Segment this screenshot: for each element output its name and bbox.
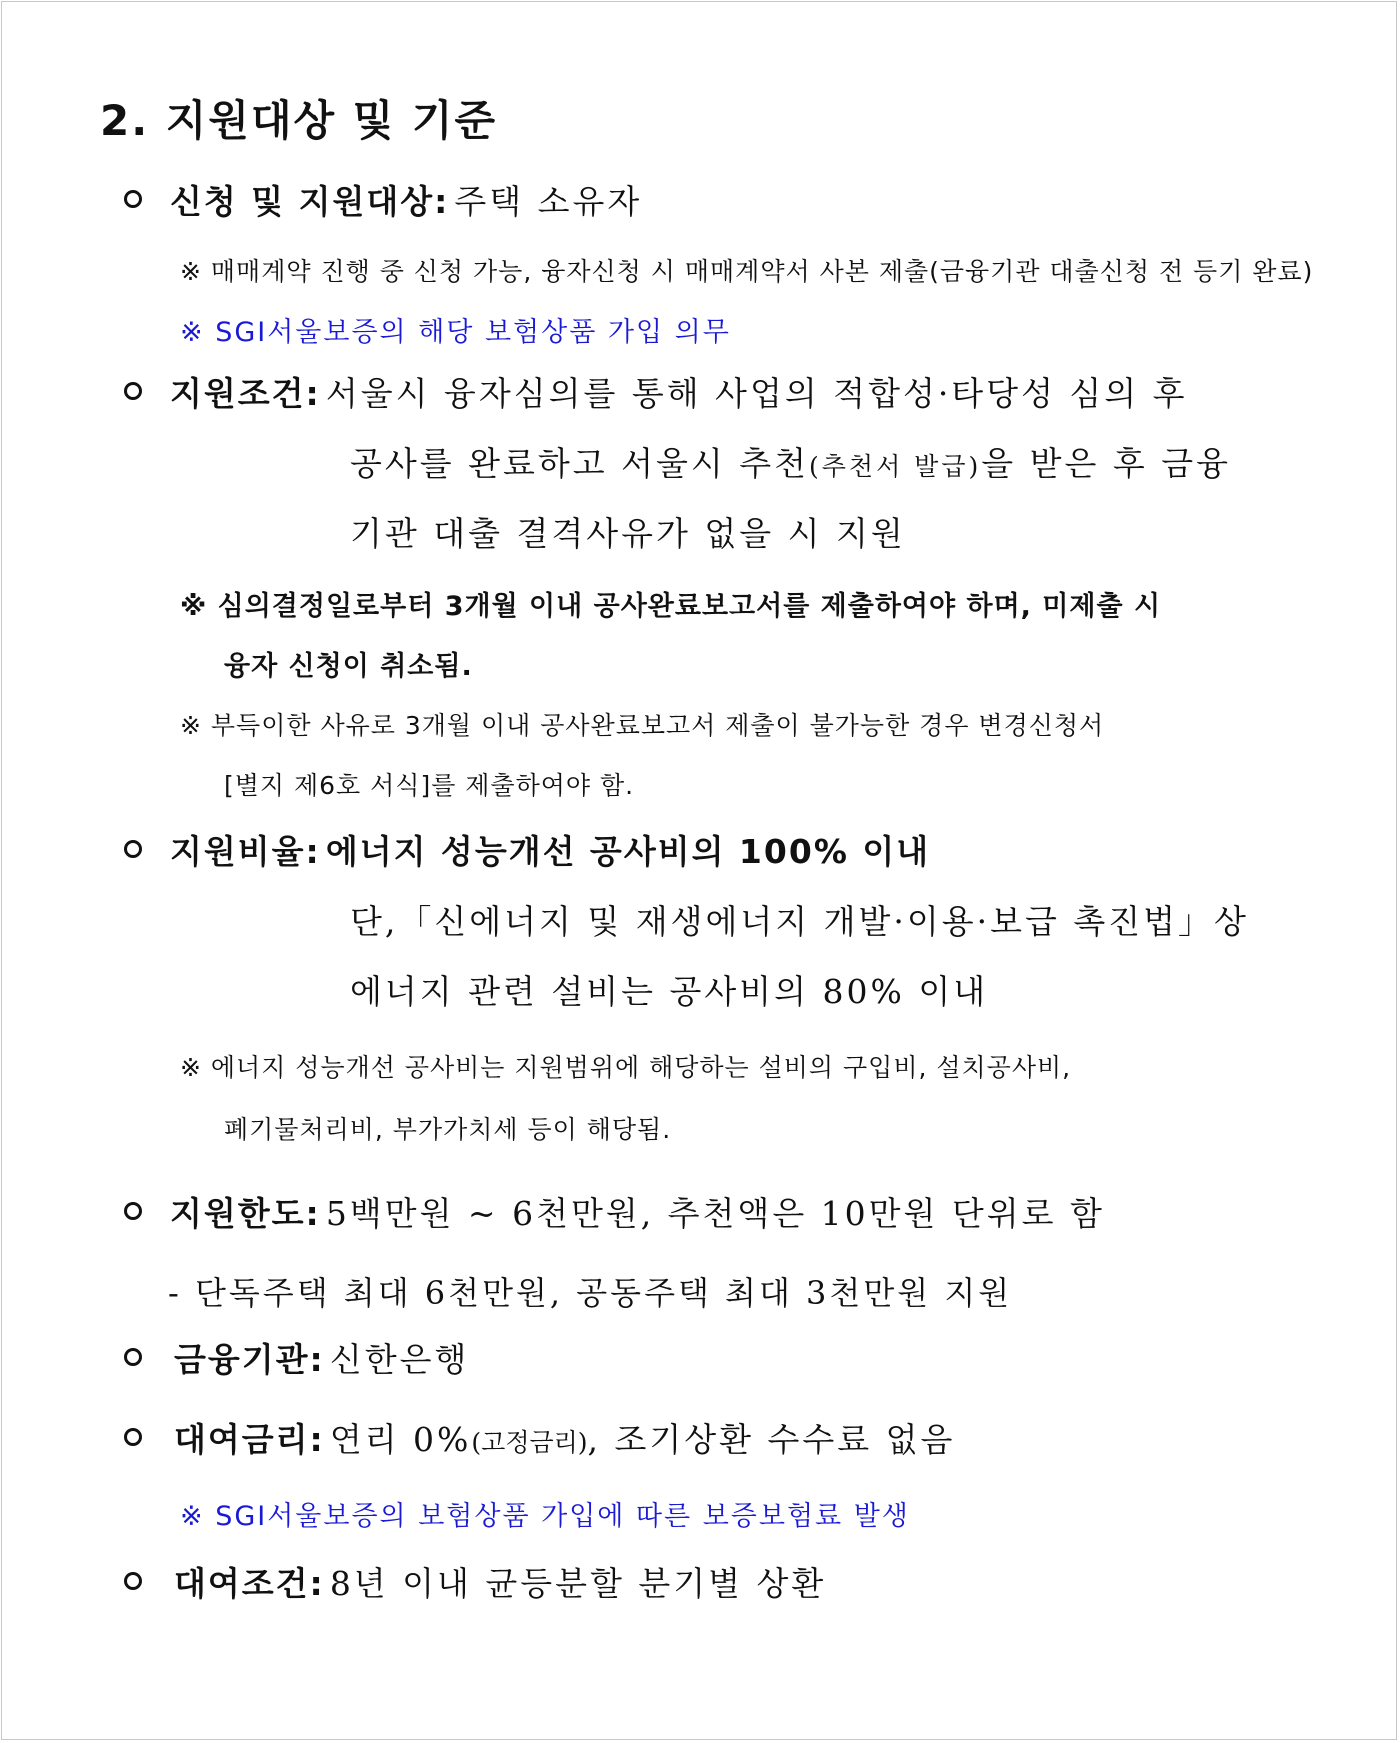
item-target <box>170 176 642 223</box>
bullet-circle-icon <box>124 1202 142 1220</box>
section-heading: 2. 지원대상 및 기준 <box>100 96 498 145</box>
bullet-circle-icon <box>124 840 142 858</box>
note-insurance-required: ※ SGI서울보증의 해당 보험상품 가입 의무 <box>180 317 731 348</box>
item-terms-text: 8년 이내 균등분할 분기별 상환 <box>329 1564 827 1603</box>
item-conditions-label: 지원조건: <box>170 374 321 413</box>
item-rate <box>174 1414 955 1461</box>
item-bank-label: 금융기관: <box>174 1340 325 1379</box>
conditions-line2-a: 공사를 완료하고 서울시 추천 <box>350 444 810 483</box>
item-conditions-line2 <box>350 438 1231 485</box>
item-ratio-label: 지원비율: <box>170 832 321 871</box>
bullet-circle-icon <box>124 190 142 208</box>
note-report-change-line2: [별지 제6호 서식]를 제출하여야 함. <box>224 771 635 800</box>
item-limit-sub: - 단독주택 최대 6천만원, 공동주택 최대 3천만원 지원 <box>168 1274 1013 1312</box>
item-limit-label: 지원한도: <box>170 1194 321 1233</box>
item-rate-label: 대여금리: <box>174 1420 325 1459</box>
item-rate-text-a: 연리 0% <box>329 1420 472 1459</box>
conditions-line2-small: (추천서 발급) <box>809 452 982 481</box>
conditions-line2-b: 을 받은 후 금융 <box>981 444 1231 483</box>
note-report-change-line1: ※ 부득이한 사유로 3개월 이내 공사완료보고서 제출이 불가능한 경우 변경신청서 <box>180 711 1105 740</box>
note-report-line2: 융자 신청이 취소됨. <box>224 651 473 682</box>
note-insurance-fee: ※ SGI서울보증의 보험상품 가입에 따른 보증보험료 발생 <box>180 1501 910 1532</box>
item-terms <box>174 1558 826 1605</box>
note-contract: ※ 매매계약 진행 중 신청 가능, 융자신청 시 매매계약서 사본 제출(금융기관 대출신청 전 등기 완료) <box>180 257 1314 286</box>
item-ratio <box>170 826 930 873</box>
bullet-circle-icon <box>124 1572 142 1590</box>
note-cost-line1: ※ 에너지 성능개선 공사비는 지원범위에 해당하는 설비의 구입비, 설치공사비, <box>180 1053 1072 1082</box>
item-bank-text: 신한은행 <box>329 1340 470 1379</box>
item-limit-text: 5백만원 ~ 6천만원, 추천액은 10만원 단위로 함 <box>325 1194 1105 1233</box>
item-ratio-text: 에너지 성능개선 공사비의 100% 이내 <box>325 832 931 871</box>
item-limit <box>170 1188 1105 1235</box>
item-rate-text-small: (고정금리) <box>471 1428 588 1457</box>
item-conditions <box>170 368 1188 415</box>
item-target-label: 신청 및 지원대상: <box>170 182 450 221</box>
item-rate-text-b: , 조기상환 수수료 없음 <box>587 1420 956 1459</box>
item-conditions-line3: 기관 대출 결격사유가 없을 시 지원 <box>350 514 906 553</box>
note-report-line1: ※ 심의결정일로부터 3개월 이내 공사완료보고서를 제출하여야 하며, 미제출 시 <box>180 591 1162 622</box>
item-bank <box>174 1334 469 1381</box>
bullet-circle-icon <box>124 382 142 400</box>
bullet-circle-icon <box>124 1348 142 1366</box>
item-ratio-line2: 단,「신에너지 및 재생에너지 개발·이용·보급 촉진법」상 <box>350 902 1249 941</box>
item-conditions-line1: 서울시 융자심의를 통해 사업의 적합성·타당성 심의 후 <box>325 374 1188 413</box>
item-terms-label: 대여조건: <box>174 1564 325 1603</box>
item-target-text: 주택 소유자 <box>454 182 643 221</box>
bullet-circle-icon <box>124 1428 142 1446</box>
item-ratio-line3: 에너지 관련 설비는 공사비의 80% 이내 <box>350 972 989 1011</box>
note-cost-line2: 폐기물처리비, 부가가치세 등이 해당됨. <box>224 1115 672 1144</box>
